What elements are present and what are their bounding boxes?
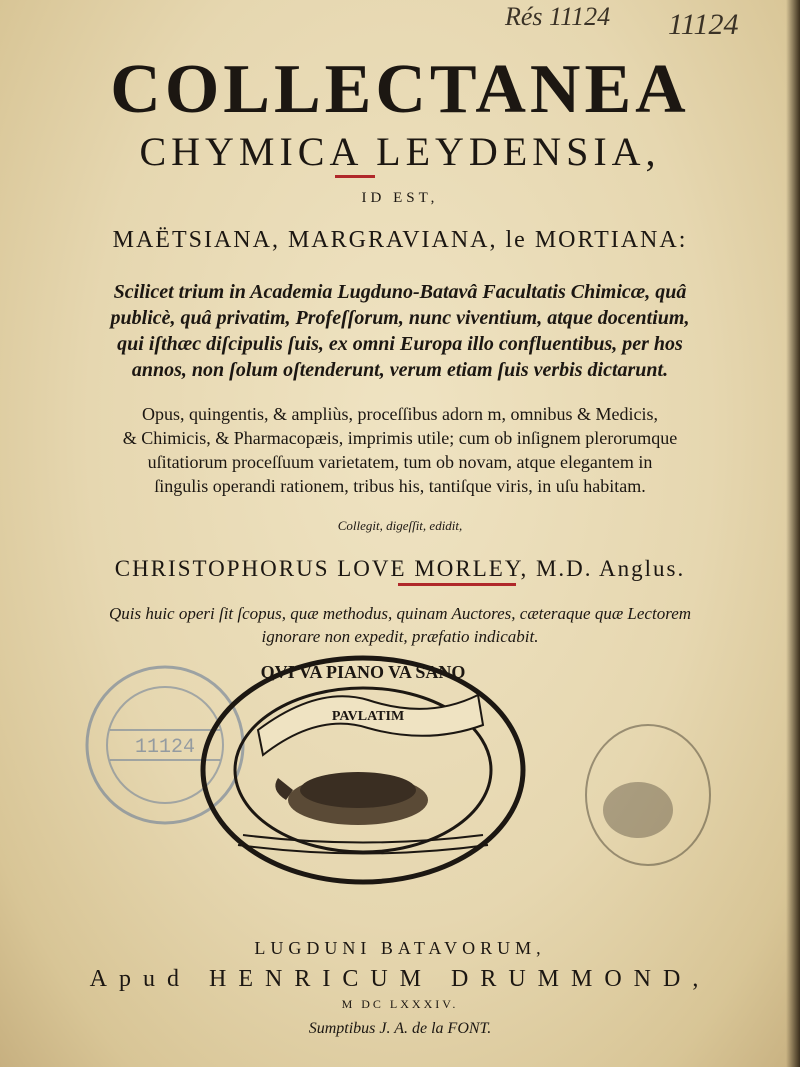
shelfmark-right: 11124 <box>668 8 739 41</box>
collegit-line: Collegit, digeſſit, edidit, <box>337 518 463 533</box>
motto-line-2: ignorare non expedit, præfatio indicabit. <box>261 627 539 646</box>
device-motto: QVI VA PIANO VA SANO <box>260 662 466 682</box>
device-ribbon-text: PAVLATIM <box>331 709 405 724</box>
shelfmark-left: Rés 11124 <box>505 2 611 31</box>
description-line-1: Scilicet trium in Academia Lugduno-Batavâ Facultatis Chimicæ, quâ <box>113 281 687 303</box>
title-line-4: MAËTSIANA, MARGRAVIANA, le MORTIANA: <box>112 227 688 253</box>
imprint-year: M DC LXXXIV. <box>341 997 459 1011</box>
description-line-4: annos, non ſolum oſtenderunt, verum etiam ſuis verbis dictarunt. <box>131 359 669 381</box>
body-line-2: & Chimicis, & Pharmacopæis, imprimis utile; cum ob inſignem plerorumque <box>122 428 678 448</box>
body-line-3: uſitatiorum proceſſuum varietatem, tum ob novam, atque elegantem in <box>147 452 653 472</box>
imprint-printer: Apud HENRICUM DRUMMOND, <box>89 966 711 992</box>
motto-line-1: Quis huic operi ſit ſcopus, quæ methodus, quinam Auctores, cæteraque quæ Lectorem <box>108 604 692 623</box>
author-line: CHRISTOPHORUS LOVE MORLEY, M.D. Anglus. <box>114 556 686 581</box>
title-line-2: CHYMICA LEYDENSIA, <box>139 129 661 174</box>
imprint-city: LUGDUNI BATAVORUM, <box>254 938 546 958</box>
description-line-2: publicè, quâ privatim, Profeſſorum, nunc viventium, atque docentium, <box>110 307 690 329</box>
description-line-3: qui iſthæc diſcipulis ſuis, ex omni Europa illo confluentibus, per hos <box>117 333 683 355</box>
title-line-3: ID EST, <box>361 190 439 206</box>
body-line-4: ſingulis operandi rationem, tribus his, tantiſque viris, in uſu habitam. <box>154 476 646 496</box>
title-line-1: COLLECTANEA <box>110 51 690 128</box>
library-stamp-right <box>578 720 718 870</box>
red-underline <box>398 583 516 586</box>
stamp-number: 11124 <box>134 736 196 759</box>
body-line-1: Opus, quingentis, & ampliùs, proceſſibus adorn m, omnibus & Medicis, <box>142 404 658 424</box>
printers-device-tortoise <box>198 650 528 890</box>
red-mark <box>335 175 375 178</box>
imprint-sumptibus: Sumptibus J. A. de la FONT. <box>308 1020 492 1037</box>
